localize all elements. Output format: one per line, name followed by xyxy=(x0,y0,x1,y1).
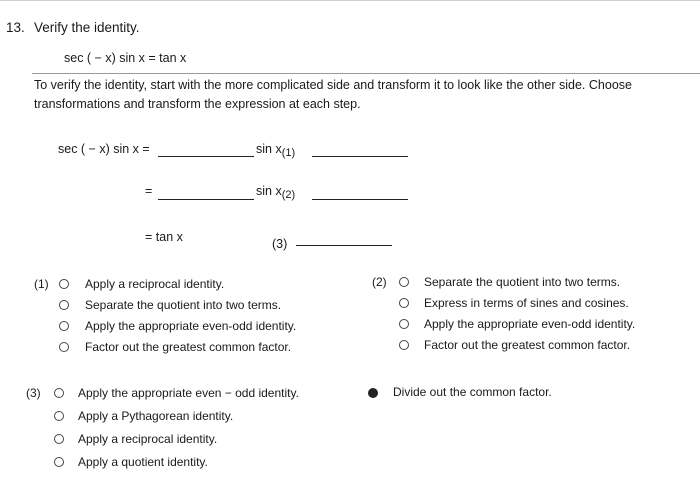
q2-option-4[interactable]: Factor out the greatest common factor. xyxy=(424,338,631,352)
work-row2-blank-a[interactable] xyxy=(158,199,254,200)
q1-option-4[interactable]: Factor out the greatest common factor. xyxy=(85,340,292,354)
q3-option-5-radio-selected[interactable] xyxy=(368,388,378,398)
work-row1-sinx: sin x(1) xyxy=(256,142,296,159)
q3-option-2-radio[interactable] xyxy=(54,411,64,421)
step-marker-3: (3) xyxy=(272,237,288,251)
work-row3-blank[interactable] xyxy=(296,245,392,246)
top-border xyxy=(0,0,700,1)
instructions-line-2: transformations and transform the expression at each step. xyxy=(34,97,361,111)
work-row2-blank-b[interactable] xyxy=(312,199,408,200)
q1-option-1[interactable]: Apply a reciprocal identity. xyxy=(85,277,225,291)
q1-option-3[interactable]: Apply the appropriate even-odd identity. xyxy=(85,319,297,333)
q3-option-5[interactable]: Divide out the common factor. xyxy=(393,385,552,399)
q2-option-2[interactable]: Express in terms of sines and cosines. xyxy=(424,296,629,310)
work-row2-sinx: sin x(2) xyxy=(256,184,296,201)
q3-option-1[interactable]: Apply the appropriate even − odd identity. xyxy=(78,386,299,400)
step-marker-1: (1) xyxy=(281,147,296,159)
q2-option-3-radio[interactable] xyxy=(399,319,409,329)
q3-option-4-radio[interactable] xyxy=(54,457,64,467)
work-row1-blank-a[interactable] xyxy=(158,156,254,157)
q2-label: (2) xyxy=(372,275,387,289)
q3-option-2[interactable]: Apply a Pythagorean identity. xyxy=(78,409,234,423)
q2-option-3[interactable]: Apply the appropriate even-odd identity. xyxy=(424,317,636,331)
work-row1-left: sec ( − x) sin x = xyxy=(58,142,150,156)
work-row3-left: = tan x xyxy=(145,230,183,244)
q2-option-1-radio[interactable] xyxy=(399,277,409,287)
q1-label: (1) xyxy=(34,277,49,291)
work-row2-left: = xyxy=(145,184,153,198)
divider xyxy=(32,73,700,74)
problem-title: Verify the identity. xyxy=(34,20,140,35)
identity-statement: sec ( − x) sin x = tan x xyxy=(64,51,187,65)
q2-option-2-radio[interactable] xyxy=(399,298,409,308)
q3-label: (3) xyxy=(26,386,41,400)
q3-option-3[interactable]: Apply a reciprocal identity. xyxy=(78,432,218,446)
q1-option-3-radio[interactable] xyxy=(59,321,69,331)
q3-option-4[interactable]: Apply a quotient identity. xyxy=(78,455,208,469)
step-marker-2: (2) xyxy=(281,189,296,201)
instructions-line-1: To verify the identity, start with the more complicated side and transform it to look like the other side. Choose xyxy=(34,78,632,92)
q1-option-2-radio[interactable] xyxy=(59,300,69,310)
q1-option-4-radio[interactable] xyxy=(59,342,69,352)
q2-option-4-radio[interactable] xyxy=(399,340,409,350)
work-row1-blank-b[interactable] xyxy=(312,156,408,157)
q3-option-1-radio[interactable] xyxy=(54,388,64,398)
q1-option-2[interactable]: Separate the quotient into two terms. xyxy=(85,298,282,312)
q1-option-1-radio[interactable] xyxy=(59,279,69,289)
q3-option-3-radio[interactable] xyxy=(54,434,64,444)
problem-number: 13. xyxy=(6,20,25,35)
q2-option-1[interactable]: Separate the quotient into two terms. xyxy=(424,275,621,289)
